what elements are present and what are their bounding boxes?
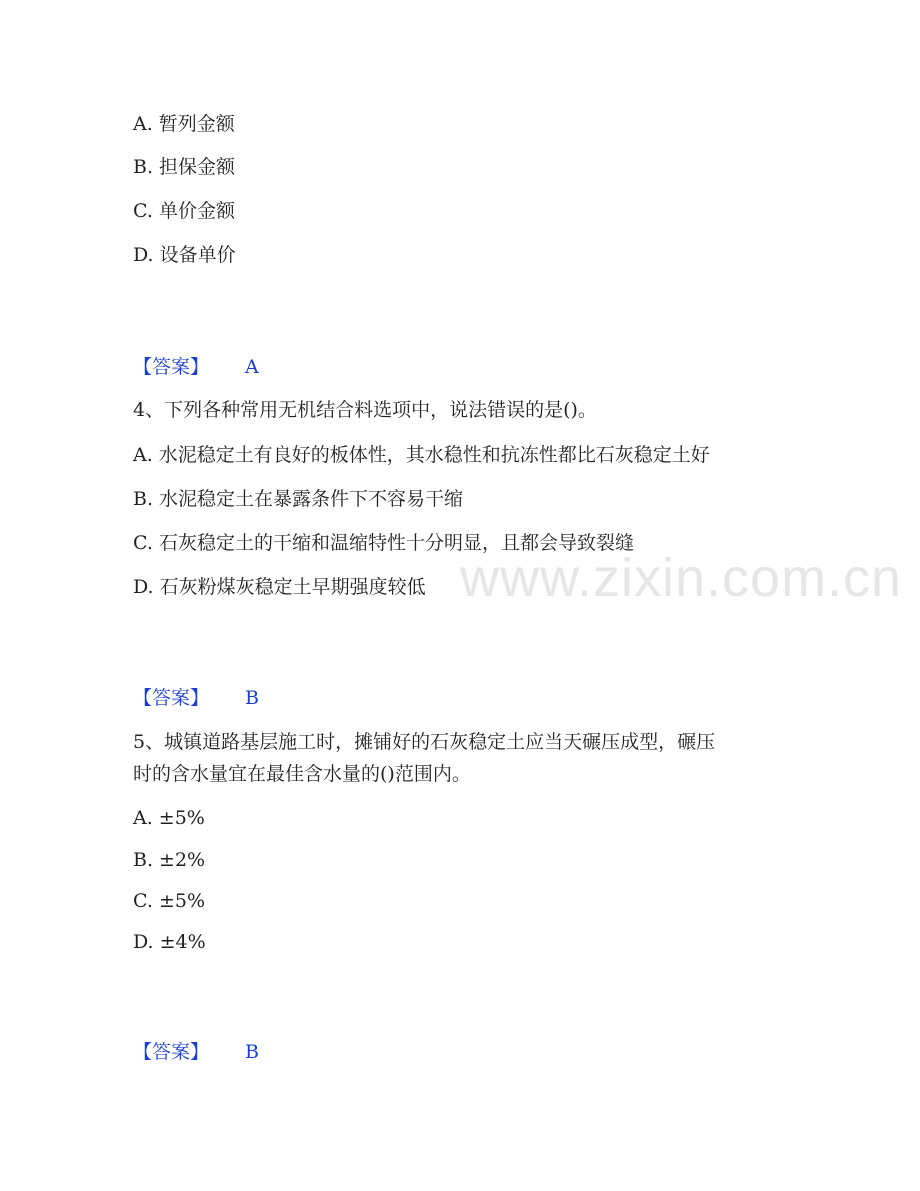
q4-option-a: A. 水泥稳定土有良好的板体性，其水稳性和抗冻性都比石灰稳定土好 <box>133 444 710 466</box>
q5-option-b: B. ±2% <box>133 849 206 871</box>
answer-value: B <box>245 687 259 709</box>
q4-stem: 4、下列各种常用无机结合料选项中，说法错误的是()。 <box>133 399 597 421</box>
q5-option-c: C. ±5% <box>133 890 206 912</box>
q3-option-d: D. 设备单价 <box>133 244 236 266</box>
q4-answer <box>133 686 259 710</box>
answer-value: B <box>245 1041 259 1063</box>
q3-option-a: A. 暂列金额 <box>133 113 235 135</box>
q5-answer <box>133 1040 259 1064</box>
watermark-text: www.zixin.com.cn <box>460 548 903 608</box>
q4-option-b: B. 水泥稳定土在暴露条件下不容易干缩 <box>133 488 464 510</box>
q4-option-d: D. 石灰粉煤灰稳定土早期强度较低 <box>133 576 426 598</box>
answer-label: 【答案】 <box>133 356 210 378</box>
answer-value: A <box>245 356 259 378</box>
q5-stem-line2: 时的含水量宜在最佳含水量的()范围内。 <box>133 763 471 785</box>
q4-option-c: C. 石灰稳定土的干缩和温缩特性十分明显，且都会导致裂缝 <box>133 532 634 554</box>
q3-option-c: C. 单价金额 <box>133 200 235 222</box>
q5-stem-line1: 5、城镇道路基层施工时，摊铺好的石灰稳定土应当天碾压成型，碾压 <box>133 731 716 753</box>
answer-label: 【答案】 <box>133 687 210 709</box>
q5-option-a: A. ±5% <box>133 807 205 829</box>
q5-option-d: D. ±4% <box>133 931 206 953</box>
q3-answer <box>133 355 259 379</box>
q3-option-b: B. 担保金额 <box>133 156 236 178</box>
answer-label: 【答案】 <box>133 1041 210 1063</box>
